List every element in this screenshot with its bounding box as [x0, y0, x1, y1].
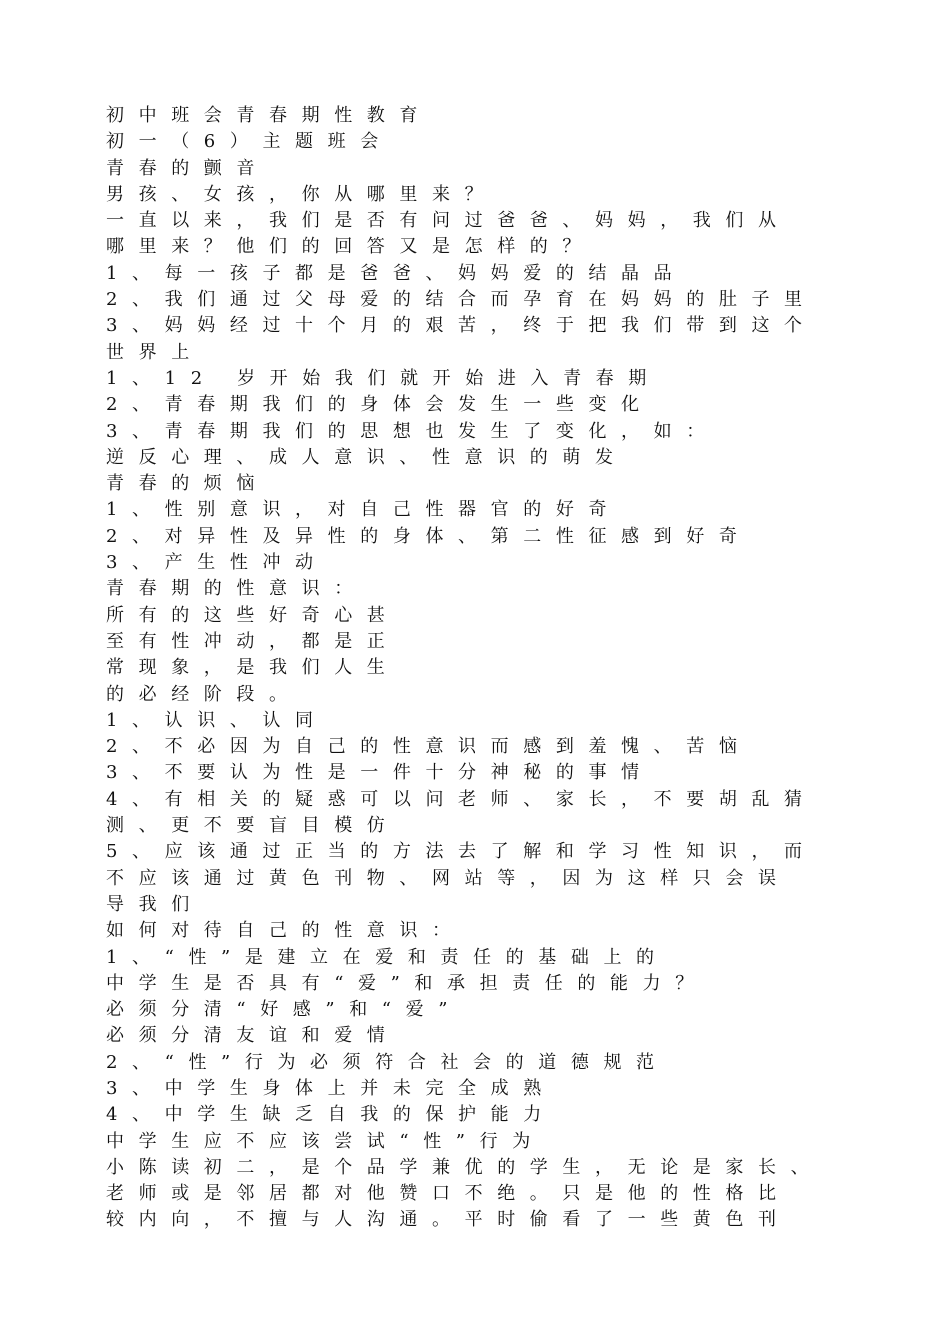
paragraph-line: 所有的这些好奇心甚	[106, 604, 400, 626]
list-item: 1、性别意识，对自己性器官的好奇	[106, 499, 622, 521]
paragraph-line: 较内向，不擅与人沟通。平时偷看了一些黄色刊	[106, 1209, 791, 1231]
list-item: 2、对异性及异性的身体、第二性征感到好奇	[106, 525, 752, 547]
section-heading: 男孩、女孩，你从哪里来？	[106, 183, 498, 205]
list-item-continuation: 不应该通过黄色刊物、网站等，因为这样只会误	[106, 867, 791, 889]
paragraph-line: 的必经阶段。	[106, 683, 302, 705]
list-item: 3、妈妈经过十个月的艰苦，终于把我们带到这个	[106, 315, 817, 337]
document-body	[106, 103, 866, 1234]
section-heading: 青春期的性意识：	[106, 578, 367, 600]
list-item: 2、青春期我们的身体会发生一些变化	[106, 394, 654, 416]
paragraph-line: 逆反心理、成人意识、性意识的萌发	[106, 446, 628, 468]
paragraph-line: 必须分清友谊和爱情	[106, 1025, 400, 1047]
section-heading: 中学生应不应该尝试“性”行为	[106, 1130, 545, 1152]
paragraph-line: 至有性冲动，都是正	[106, 630, 400, 652]
list-item: 2、我们通过父母爱的结合而孕育在妈妈的肚子里	[106, 289, 817, 311]
list-item: 2、“性”行为必须符合社会的道德规范	[106, 1051, 669, 1073]
paragraph-line: 哪里来？他们的回答又是怎样的？	[106, 236, 595, 258]
list-item: 3、青春期我们的思想也发生了变化，如：	[106, 420, 719, 442]
list-item: 5、应该通过正当的方法去了解和学习性知识，而	[106, 841, 817, 863]
paragraph-line: 必须分清“好感”和“爱”	[106, 999, 463, 1021]
list-item: 4、中学生缺乏自我的保护能力	[106, 1104, 556, 1126]
section-heading: 如何对待自己的性意识：	[106, 920, 465, 942]
list-item: 1、认识、认同	[106, 709, 328, 731]
list-item-continuation: 导我们	[106, 893, 204, 915]
paragraph-line: 小陈读初二，是个品学兼优的学生，无论是家长、	[106, 1156, 824, 1178]
list-item: 3、不要认为性是一件十分神秘的事情	[106, 762, 654, 784]
list-item: 1、12 岁开始我们就开始进入青春期	[106, 367, 661, 389]
list-item: 4、有相关的疑惑可以问老师、家长，不要胡乱猜	[106, 788, 817, 810]
list-item-continuation: 测、更不要盲目模仿	[106, 815, 400, 837]
paragraph-line: 一直以来，我们是否有问过爸爸、妈妈，我们从	[106, 210, 791, 232]
paragraph-line: 中学生是否具有“爱”和承担责任的能力？	[106, 972, 708, 994]
list-item: 2、不必因为自己的性意识而感到羞愧、苦恼	[106, 736, 752, 758]
paragraph-line: 常现象，是我们人生	[106, 657, 400, 679]
list-item-continuation: 世界上	[106, 341, 204, 363]
list-item: 1、每一孩子都是爸爸、妈妈爱的结晶品	[106, 262, 687, 284]
list-item: 3、中学生身体上并未完全成熟	[106, 1077, 556, 1099]
list-item: 3、产生性冲动	[106, 552, 328, 574]
section-heading: 青春的烦恼	[106, 473, 269, 495]
document-title: 初中班会青春期性教育	[106, 105, 432, 126]
list-item: 1、“性”是建立在爱和责任的基础上的	[106, 946, 669, 968]
class-subtitle: 初一（6）主题班会	[106, 131, 393, 153]
paragraph-line: 老师或是邻居都对他赞口不绝。只是他的性格比	[106, 1183, 791, 1205]
section-heading: 青春的颤音	[106, 157, 269, 179]
